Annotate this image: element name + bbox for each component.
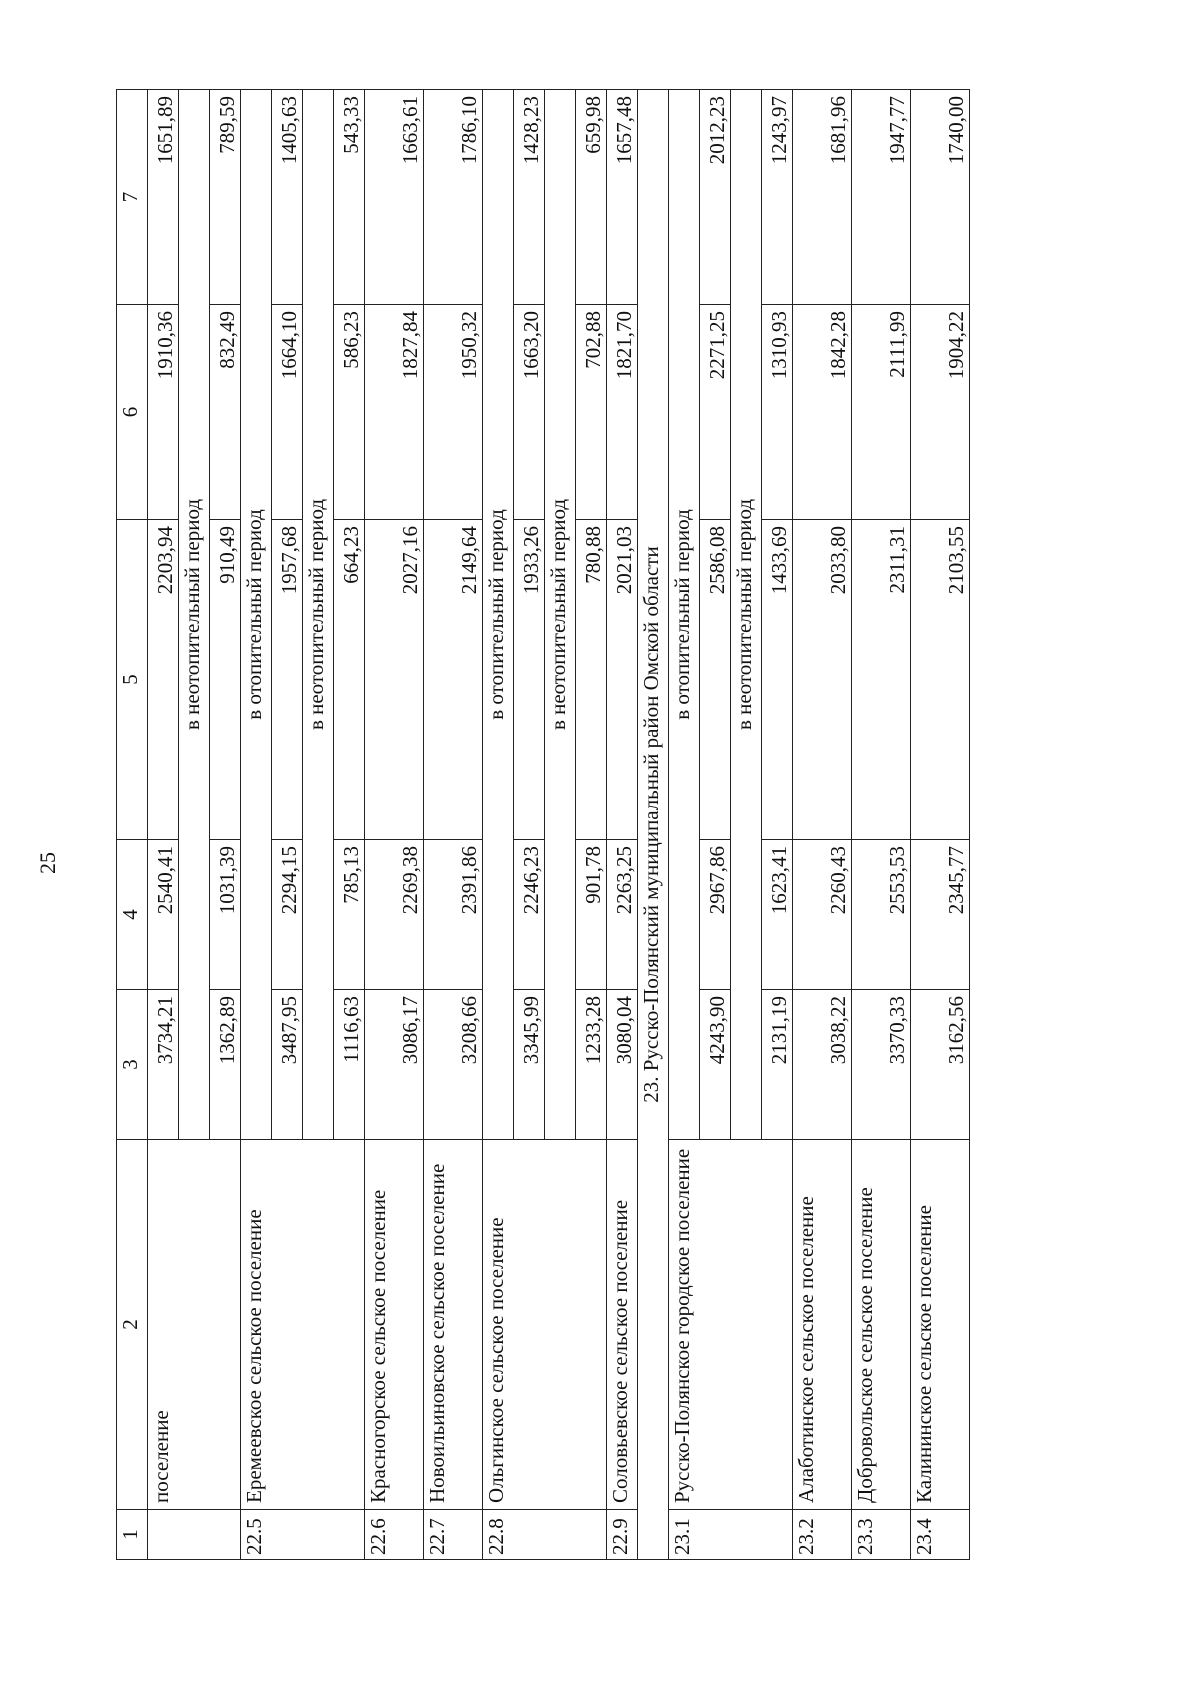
value-col3: 3370,33: [852, 990, 911, 1140]
period-label: в отопительный период: [483, 90, 514, 1140]
value-col6: 2271,25: [700, 305, 731, 520]
value-col6: 2111,99: [852, 305, 911, 520]
table-row: [911, 90, 970, 1560]
value-col3: 2131,19: [762, 990, 793, 1140]
value-col3: 3038,22: [793, 990, 852, 1140]
value-col6: 1904,22: [911, 305, 970, 520]
column-header: 6: [117, 305, 148, 520]
settlement-name: Новоильиновское сельское поселение: [424, 1140, 483, 1510]
value-col5: 2027,16: [365, 520, 424, 840]
value-col5: 2033,80: [793, 520, 852, 840]
value-col7: 1663,61: [365, 90, 424, 305]
table-row: [148, 90, 179, 1560]
value-col3: 3345,99: [514, 990, 545, 1140]
settlement-name: Ольгинское сельское поселение: [483, 1140, 607, 1510]
value-col7: 1651,89: [148, 90, 179, 305]
value-col3: 3734,21: [148, 990, 179, 1140]
value-col6: 1950,32: [424, 305, 483, 520]
rotated-table-wrapper: [116, 90, 1038, 1560]
table-header-row: [117, 90, 148, 1560]
value-col3: 4243,90: [700, 990, 731, 1140]
value-col4: 785,13: [334, 840, 365, 990]
value-col3: 3487,95: [272, 990, 303, 1140]
value-col3: 3208,66: [424, 990, 483, 1140]
value-col5: 2311,31: [852, 520, 911, 840]
value-col4: 1031,39: [210, 840, 241, 990]
value-col7: 1243,97: [762, 90, 793, 305]
value-col6: 586,23: [334, 305, 365, 520]
period-row: [483, 90, 514, 1560]
value-col7: 659,98: [576, 90, 607, 305]
row-number: 22.5: [241, 1510, 365, 1560]
row-number: [148, 1510, 241, 1560]
value-col6: 832,49: [210, 305, 241, 520]
value-col7: 1740,00: [911, 90, 970, 305]
settlement-name: поселение: [148, 1140, 241, 1510]
column-header: 2: [117, 1140, 148, 1510]
value-col6: 1827,84: [365, 305, 424, 520]
value-col5: 2203,94: [148, 520, 179, 840]
row-number: 22.7: [424, 1510, 483, 1560]
period-label: в неотопительный период: [303, 90, 334, 1140]
value-col5: 780,88: [576, 520, 607, 840]
column-header: 3: [117, 990, 148, 1140]
row-number: 22.9: [607, 1510, 638, 1560]
value-col5: 1957,68: [272, 520, 303, 840]
row-number: 23.3: [852, 1510, 911, 1560]
value-col6: 1310,93: [762, 305, 793, 520]
column-header: 5: [117, 520, 148, 840]
settlement-name: Добровольское сельское поселение: [852, 1140, 911, 1510]
period-row: [669, 90, 700, 1560]
value-col6: 1664,10: [272, 305, 303, 520]
value-col5: 2586,08: [700, 520, 731, 840]
row-number: 23.4: [911, 1510, 970, 1560]
period-row: [241, 90, 272, 1560]
table-row: [607, 90, 638, 1560]
period-label: в неотопительный период: [731, 90, 762, 1140]
row-number: 23.1: [669, 1510, 793, 1560]
value-col4: 2246,23: [514, 840, 545, 990]
value-col5: 1933,26: [514, 520, 545, 840]
value-col4: 2294,15: [272, 840, 303, 990]
value-col5: 2021,03: [607, 520, 638, 840]
value-col6: 1910,36: [148, 305, 179, 520]
settlement-name: Красногорское сельское поселение: [365, 1140, 424, 1510]
value-col7: 1681,96: [793, 90, 852, 305]
value-col7: 1786,10: [424, 90, 483, 305]
value-col4: 901,78: [576, 840, 607, 990]
period-label: в неотопительный период: [179, 90, 210, 1140]
column-header: 1: [117, 1510, 148, 1560]
settlement-name: Соловьевское сельское поселение: [607, 1140, 638, 1510]
value-col3: 3162,56: [911, 990, 970, 1140]
value-col3: 3080,04: [607, 990, 638, 1140]
tariff-table: [116, 89, 970, 1560]
settlement-name: Еремеевское сельское поселение: [241, 1140, 365, 1510]
settlement-name: Калининское сельское поселение: [911, 1140, 970, 1510]
value-col6: 702,88: [576, 305, 607, 520]
value-col4: 2345,77: [911, 840, 970, 990]
value-col4: 2260,43: [793, 840, 852, 990]
row-number: 22.6: [365, 1510, 424, 1560]
value-col6: 1821,70: [607, 305, 638, 520]
value-col5: 1433,69: [762, 520, 793, 840]
value-col7: 1657,48: [607, 90, 638, 305]
table-row: [793, 90, 852, 1560]
value-col6: 1663,20: [514, 305, 545, 520]
value-col4: 2391,86: [424, 840, 483, 990]
period-label: в отопительный период: [241, 90, 272, 1140]
value-col7: 1947,77: [852, 90, 911, 305]
column-header: 4: [117, 840, 148, 990]
value-col5: 2103,55: [911, 520, 970, 840]
value-col5: 664,23: [334, 520, 365, 840]
table-row: [365, 90, 424, 1560]
value-col4: 2540,41: [148, 840, 179, 990]
settlement-name: Русско-Полянское городское поселение: [669, 1140, 793, 1510]
value-col4: 2269,38: [365, 840, 424, 990]
settlement-name: Алаботинское сельское поселение: [793, 1140, 852, 1510]
value-col3: 1362,89: [210, 990, 241, 1140]
value-col5: 2149,64: [424, 520, 483, 840]
value-col5: 910,49: [210, 520, 241, 840]
value-col4: 2263,25: [607, 840, 638, 990]
value-col4: 2967,86: [700, 840, 731, 990]
table-row: [424, 90, 483, 1560]
column-header: 7: [117, 90, 148, 305]
value-col4: 2553,53: [852, 840, 911, 990]
value-col3: 1233,28: [576, 990, 607, 1140]
value-col7: 543,33: [334, 90, 365, 305]
section-heading: 23. Русско-Полянский муниципальный район Омской области: [638, 90, 669, 1560]
value-col7: 789,59: [210, 90, 241, 305]
value-col7: 1428,23: [514, 90, 545, 305]
period-label: в отопительный период: [669, 90, 700, 1140]
period-label: в неотопительный период: [545, 90, 576, 1140]
value-col6: 1842,28: [793, 305, 852, 520]
section-row: [638, 90, 669, 1560]
value-col3: 3086,17: [365, 990, 424, 1140]
value-col3: 1116,63: [334, 990, 365, 1140]
value-col7: 2012,23: [700, 90, 731, 305]
row-number: 23.2: [793, 1510, 852, 1560]
row-number: 22.8: [483, 1510, 607, 1560]
value-col7: 1405,63: [272, 90, 303, 305]
value-col4: 1623,41: [762, 840, 793, 990]
table-row: [852, 90, 911, 1560]
page-number: 25: [35, 852, 60, 874]
